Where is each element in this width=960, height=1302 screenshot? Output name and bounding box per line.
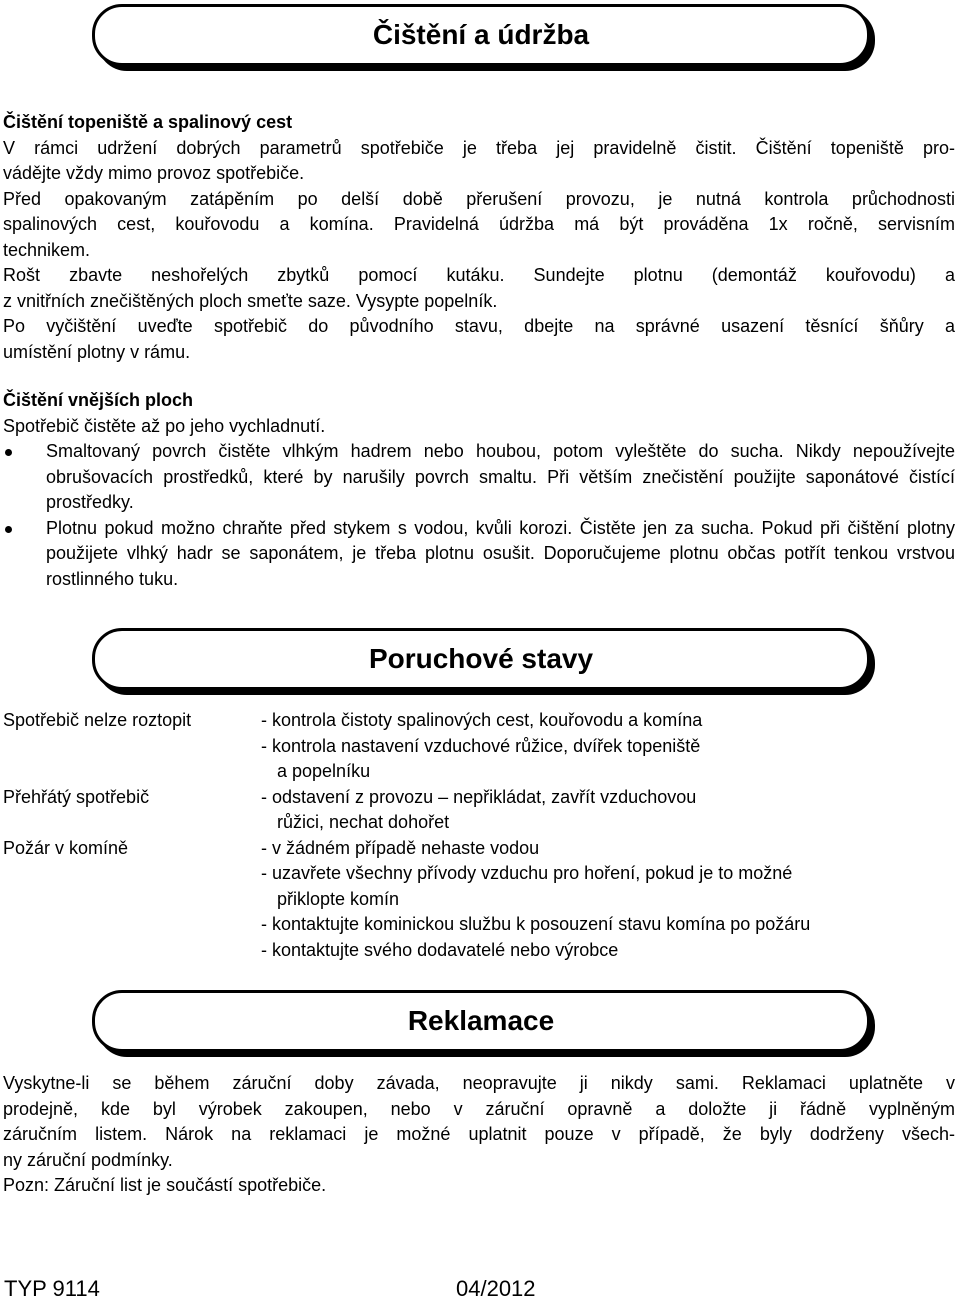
fault-action: - kontrola čistoty spalinových cest, kouřovodu a komína (261, 710, 703, 730)
bullet-icon (5, 526, 12, 533)
product-type: TYP 9114 (4, 1276, 100, 1301)
banner-title: Reklamace (407, 1005, 555, 1036)
fault-action: - v žádném případě nehaste vodou (261, 837, 540, 858)
fault-action: - kontaktujte svého dodavatelé nebo výrobce (261, 939, 619, 960)
fault-cause: Spotřebič nelze roztopit (3, 710, 192, 730)
section-banner-claims (92, 990, 870, 1052)
section-outer-surfaces (3, 388, 955, 592)
fault-actions (261, 708, 955, 785)
fault-action: - odstavení z provozu – nepřikládat, zavřít vzduchovou (261, 786, 697, 807)
fault-action-continued: přiklopte komín (277, 888, 400, 909)
paragraph-line: z vnitřních znečištěných ploch smeťte saze. Vysypte popelník. (3, 290, 498, 311)
paragraph-line: Vyskytne-li se během záruční doby závada, neopravujte ji nikdy sami. Reklamaci uplatněte v (3, 1073, 955, 1093)
section-banner-faults (92, 628, 870, 690)
fault-row (3, 836, 955, 964)
paragraph-line: prodejně, kde byl výrobek zakoupen, nebo v záruční opravně a doložte ji řádně vyplněným (3, 1098, 955, 1119)
banner-title: Čištění a údržba (372, 19, 590, 50)
list-item (3, 516, 955, 593)
section-firebox (3, 110, 955, 365)
paragraph-line: Před opakovaným zatápěním po delší době přerušení provozu, je nutná kontrola průchodnosti (3, 188, 955, 209)
list-item-text: Plotnu pokud možno chraňte před stykem s vodou, kvůli korozi. Čistěte jen za sucha. Pokud při čištění plotny použijete vlhký hadr se saponátem, je třeba plotnu osušit. Doporučujeme plotnu občas potřít tenkou vrstvou rostlinného tuku. (46, 517, 955, 589)
bullet-icon (5, 449, 12, 456)
paragraph-line: Rošt zbavte neshořelých zbytků pomocí kutáku. Sundejte plotnu (demontáž kouřovodu) a (3, 265, 955, 285)
fault-cause: Přehřátý spotřebič (3, 786, 150, 807)
faults-table (3, 708, 955, 963)
paragraph-line: technikem. (3, 239, 91, 260)
paragraph-line: záručním listem. Nárok na reklamaci je možné uplatnit pouze v případě, že byly dodrženy všech- (3, 1124, 955, 1144)
section-claims (3, 1071, 955, 1199)
list-item-text: Smaltovaný povrch čistěte vlhkým hadrem nebo houbou, potom vyleštěte do sucha. Nikdy nepoužívejte obrušovacích prostředků, které by narušily povrch smaltu. Při větším znečistění použijte saponátové čistící prostředky. (46, 441, 955, 512)
fault-actions (261, 785, 955, 836)
banner-title: Poruchové stavy (368, 643, 594, 674)
fault-action-continued: růžici, nechat dohořet (277, 812, 450, 832)
section-intro: Spotřebič čistěte až po jeho vychladnutí. (3, 415, 326, 436)
paragraph-line: spalinových cest, kouřovodu a komína. Pravidelná údržba má být prováděna 1x ročně, servisním (3, 214, 955, 234)
paragraph-line: vádějte vždy mimo provoz spotřebiče. (3, 163, 305, 183)
fault-cause: Požár v komíně (3, 837, 129, 858)
section-banner-cleaning (92, 4, 870, 66)
claims-note: Pozn: Záruční list je součástí spotřebiče. (3, 1175, 327, 1195)
paragraph-line: ny záruční podmínky. (3, 1149, 173, 1170)
section-heading: Čištění vnějších ploch (3, 390, 194, 410)
paragraph-line: V rámci udržení dobrých parametrů spotřebiče je třeba jej pravidelně čistit. Čištění topeniště pro- (3, 137, 955, 158)
paragraph-line: umístění plotny v rámu. (3, 341, 191, 362)
fault-row (3, 708, 955, 785)
fault-action: - kontaktujte kominickou službu k posouzení stavu komína po požáru (261, 914, 811, 934)
fault-action: - uzavřete všechny přívody vzduchu pro hoření, pokud je to možné (261, 863, 793, 883)
list-item (3, 439, 955, 516)
issue-date: 04/2012 (456, 1276, 536, 1301)
fault-row (3, 785, 955, 836)
section-heading: Čištění topeniště a spalinový cest (3, 112, 293, 132)
paragraph-line: Po vyčištění uveďte spotřebič do původního stavu, dbejte na správné usazení těsnící šňůry a (3, 316, 955, 336)
fault-actions (261, 836, 955, 964)
fault-action: - kontrola nastavení vzduchové růžice, dvířek topeniště (261, 735, 701, 756)
fault-action-continued: a popelníku (277, 761, 371, 781)
bullet-list (3, 439, 955, 592)
